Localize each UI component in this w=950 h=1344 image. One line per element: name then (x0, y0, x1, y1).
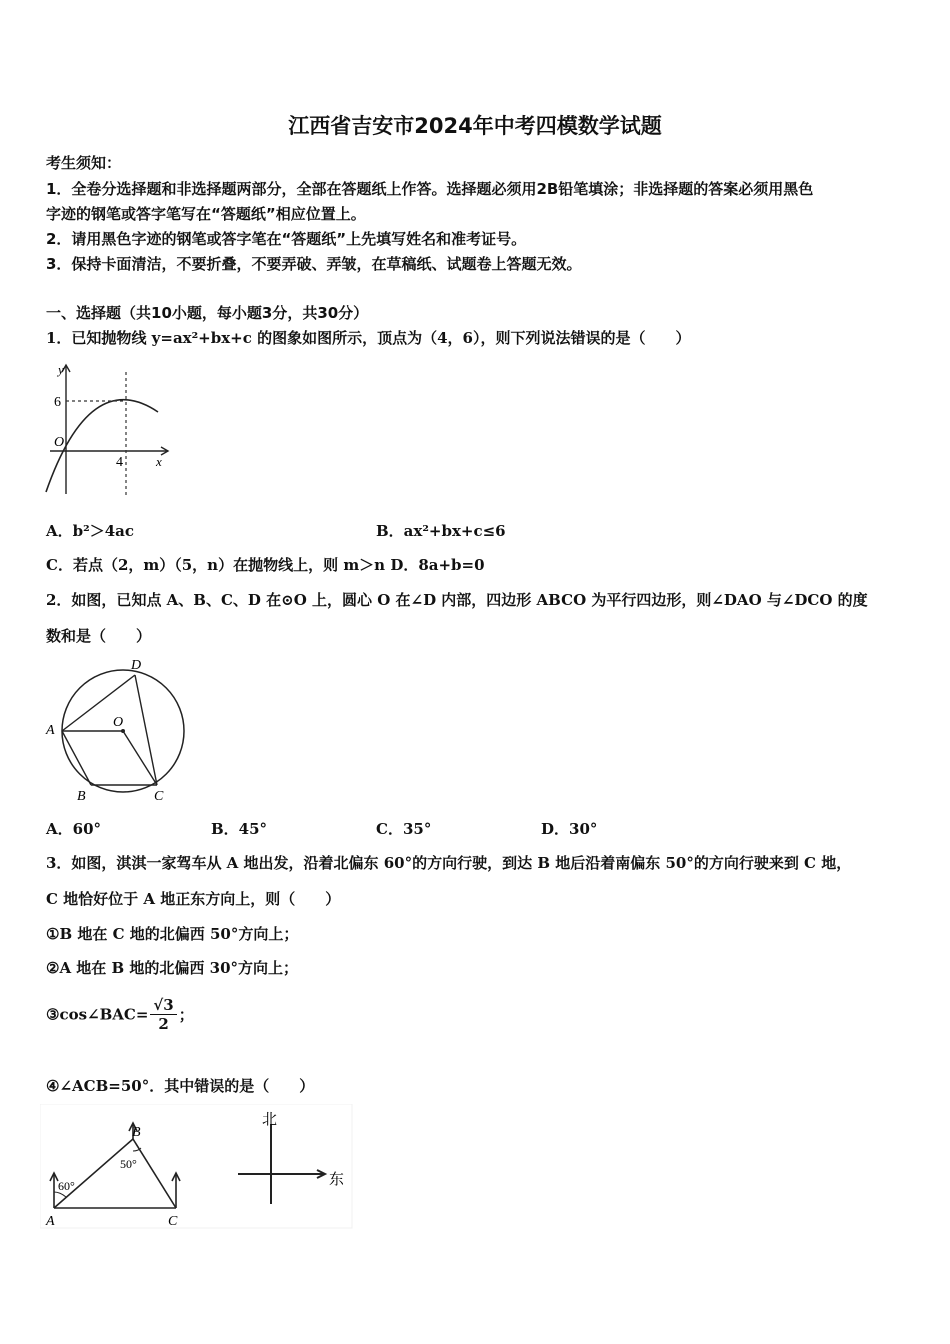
compass-north-label: 北 (262, 1112, 278, 1128)
point-b-label: B (77, 789, 86, 804)
segment-ad (62, 675, 135, 731)
x-axis-label: x (156, 454, 162, 469)
page-title: 江西省吉安市2024年中考四模数学试题 (288, 114, 662, 138)
segment-ab (62, 731, 91, 785)
fraction-numerator: √3 (150, 996, 176, 1015)
q2-stem-b: 数和是（ ） (46, 627, 152, 645)
notice-line-1b: 字迹的钢笔或答字笔写在“答题纸”相应位置上。 (46, 205, 366, 223)
q2-option-d: D．30° (541, 820, 598, 838)
q1-option-a: A．b²＞4ac (46, 522, 134, 540)
notice-line-2: 2．请用黑色字迹的钢笔或答字笔在“答题纸”上先填写姓名和准考证号。 (46, 230, 527, 248)
point-o-label: O (113, 715, 124, 730)
angle-a-label: 60° (58, 1179, 75, 1193)
point-c-label: C (168, 1214, 178, 1229)
fraction-denominator: 2 (158, 1015, 169, 1033)
q2-option-b: B．45° (211, 820, 268, 838)
q1-parabola-figure (42, 362, 177, 502)
section-heading: 一、选择题（共10小题，每小题3分，共30分） (46, 304, 369, 322)
point-a-label: A (46, 723, 55, 738)
angle-b-label: 50° (120, 1157, 137, 1171)
q3-stem-b: C 地恰好位于 A 地正东方向上，则（ ） (46, 890, 341, 908)
sqrt3-over-2-fraction (150, 996, 176, 1033)
point-c-label: C (154, 789, 164, 804)
q2-option-c: C．35° (376, 820, 432, 838)
segment-ab (54, 1139, 133, 1208)
q3-statement-4: ④∠ACB=50°．其中错误的是（ ） (46, 1077, 315, 1095)
q2-option-a: A．60° (46, 820, 102, 838)
notice-line-3: 3．保持卡面清洁，不要折叠，不要弄破、弄皱，在草稿纸、试题卷上答题无效。 (46, 255, 582, 273)
q3-stem-a: 3．如图，淇淇一家驾车从 A 地出发，沿着北偏东 60°的方向行驶，到达 B 地后沿着南偏东 50°的方向行驶来到 C 地， (46, 854, 852, 872)
notice-heading: 考生须知： (46, 154, 122, 172)
q3-statement-2: ②A 地在 B 地的北偏西 30°方向上； (46, 959, 299, 977)
q3-statement-3 (46, 996, 194, 1033)
q1-stem: 1．已知抛物线 y=ax²+bx+c 的图象如图所示，顶点为（4，6），则下列说法错误的是（ ） (46, 329, 691, 347)
q1-option-cd: C．若点（2，m）（5，n）在抛物线上，则 m＞n D．8a+b=0 (46, 556, 485, 574)
origin-label: O (54, 435, 65, 450)
q2-stem-a: 2．如图，已知点 A、B、C、D 在⊙O 上，圆心 O 在∠D 内部，四边形 ABCO 为平行四边形，则∠DAO 与∠DCO 的度 (46, 591, 868, 609)
y-tick-label: 6 (54, 395, 61, 410)
point-d-label: D (131, 658, 142, 673)
compass-east-label: 东 (329, 1172, 345, 1188)
q3-route-figure (40, 1104, 355, 1230)
x-tick-label: 4 (116, 455, 123, 470)
notice-line-1a: 1．全卷分选择题和非选择题两部分，全部在答题纸上作答。选择题必须用2B铅笔填涂；非选择题的答案必须用黑色 (46, 180, 814, 198)
point-b-label: B (132, 1125, 141, 1140)
q1-option-b: B．ax²+bx+c≤6 (376, 522, 506, 540)
s3-prefix: ③cos∠BAC= (46, 1005, 149, 1024)
s3-suffix: ； (178, 1006, 194, 1024)
q2-circle-figure (40, 654, 195, 804)
point-a-label: A (46, 1214, 55, 1229)
figure-frame (40, 1104, 352, 1228)
q3-statement-1: ①B 地在 C 地的北偏西 50°方向上； (46, 925, 299, 943)
y-axis-label: y (58, 362, 64, 377)
